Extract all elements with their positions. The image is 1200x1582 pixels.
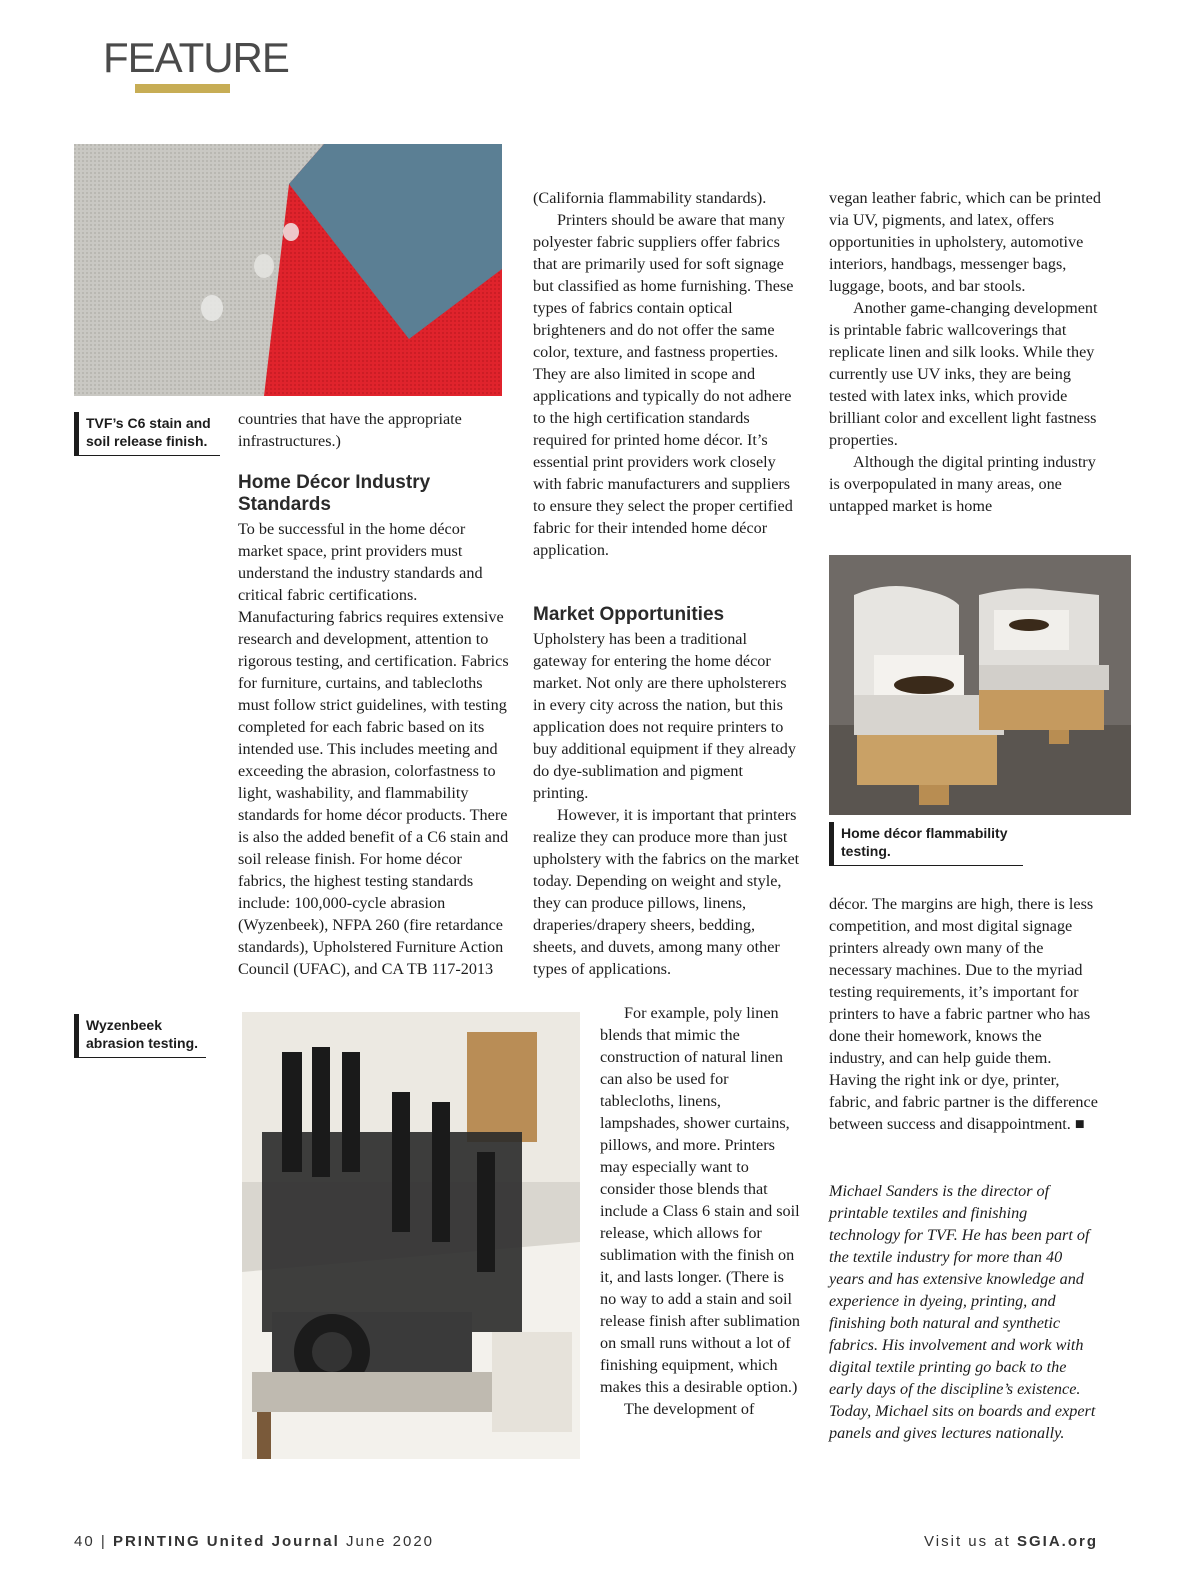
paragraph: Printers should be aware that many polyester fabric suppliers offer fabrics that are primarily used for soft signage but classified as home furnishing. These types of fabrics contain optical brighteners and do not offer the same color, texture, and fastness properties. They are also limited in scope and applications and typically do not adhere to the high certification standards required for printed home décor. It’s essential print providers work closely with fabric manufacturers and suppliers to ensure they select the proper certified fabric for their intended home décor application. [533,211,794,559]
stain-photo-caption: TVF’s C6 stain and soil release finish. [74,412,220,456]
paragraph: The development of [624,1400,755,1418]
issue-date: June 2020 [345,1533,435,1550]
paragraph: Upholstery has been a traditional gateway for entering the home décor market. Not only are there upholsterers in every city across the nation, but this application does not require printers to buy additional equipment if they already do dye-sublimation and pigment printing. [533,630,796,802]
text-line: infrastructures.) [238,432,341,450]
heading-market-opportunities: Market Opportunities [533,604,725,625]
author-bio: Michael Sanders is the director of printable textiles and finishing technology for TVF. He has been part of the textile industry for more than 40 years and has extensive knowledge and experience in dyeing, printing, and finishing both natural and synthetic fabrics. His involvement and work with digital textile printing go back to the early days of the discipline’s existence. Today, Michael sits on boards and expert panels and gives lectures nationally. [829,1182,1096,1442]
column-3-top [829,187,1101,517]
page-number: 40 [74,1533,95,1550]
footer-separator: | [100,1533,107,1550]
column-3-bottom [829,893,1101,1135]
paragraph-standards: To be successful in the home décor market space, print providers must understand the industry standards and critical fabric certifications. Manufacturing fabrics requires extensive research and development, attention to rigorous testing, and certification. Fabrics for furniture, curtains, and tablecloths must follow strict guidelines, with testing completed for each fabric based on its intended use. This includes meeting and exceeding the abrasion, colorfastness to light, washability, and flammability standards for home décor products. There is also the added benefit of a C6 stain and soil release finish. For home décor fabrics, the highest testing standards include: 100,000-cycle abrasion (Wyzenbeek), NFPA 260 (fire retardance standards), Upholstered Furniture Action Council (UFAC), and CA TB 117-2013 [238,520,509,978]
paragraph: Although the digital printing industry is overpopulated in many areas, one untapped market is home [829,453,1096,515]
footer-right [924,1533,1098,1550]
abrasion-testing-photo [242,1012,580,1459]
text-line: countries that have the appropriate [238,410,462,428]
section-accent-bar [135,84,230,93]
abrasion-photo-caption: Wyzenbeek abrasion testing. [74,1014,206,1058]
column-2-intro [533,187,801,561]
heading-home-decor-standards: Home Décor Industry Standards [238,472,431,515]
paragraph: For example, poly linen blends that mimic the construction of natural linen can also be used for tablecloths, linens, lampshades, shower curtains, pillows, and more. Printers may especially want to consider those blends that include a Class 6 stain and soil release, which allows for sublimation with the finish on it, and lasts longer. (There is no way to add a stain and soil release finish after sublimation on small runs without a lot of finishing equipment, which makes this a desirable option.) [600,1004,801,1396]
column-2-body [533,628,801,980]
paragraph: décor. The margins are high, there is less competition, and most digital signage printers already own many of the necessary machines. Due to the myriad testing requirements, it’s important for printers to have a fabric partner who has done their homework, knows the industry, and can help guide them. Having the right ink or dye, printer, fabric, and fabric partner is the difference between success and disappointment. ■ [829,895,1098,1133]
paragraph: However, it is important that printers realize they can produce more than just upholstery with the fabrics on the market today. Depending on weight and style, they can produce pillows, linens, draperies/drapery sheers, bedding, sheets, and duvets, among many other types of applications. [533,806,800,978]
flammability-testing-photo [829,555,1131,815]
column-1-top [238,408,513,452]
footer-left [74,1533,434,1550]
visit-label: Visit us at [924,1533,1011,1550]
stain-release-photo [74,144,502,396]
paragraph: (California flammability standards). [533,189,767,207]
flammability-photo-caption: Home décor flammability testing. [829,822,1023,866]
paragraph: Another game-changing development is printable fabric wallcoverings that replicate linen and silk looks. While they currently use UV inks, they are being tested with latex inks, which provide brilliant color and excellent light fastness properties. [829,299,1098,449]
section-label: FEATURE [103,34,289,81]
paragraph: vegan leather fabric, which can be printed via UV, pigments, and latex, offers opportunities in upholstery, automotive interiors, handbags, messenger bags, luggage, boots, and bar stools. [829,189,1101,295]
journal-name: PRINTING United Journal [112,1533,340,1550]
website-link[interactable]: SGIA.org [1016,1533,1098,1550]
column-2-wrap [600,1002,801,1420]
